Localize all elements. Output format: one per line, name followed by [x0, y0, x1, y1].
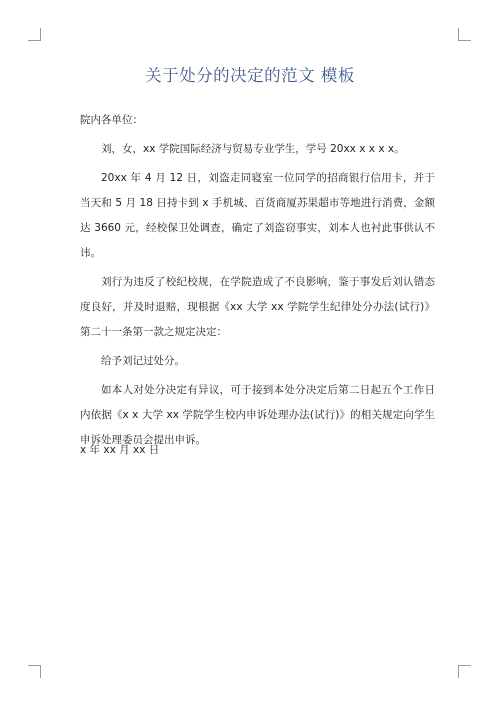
crop-mark-bottom-left	[28, 665, 41, 678]
salutation: 院内各单位：	[80, 114, 143, 126]
paragraph-appeal: 如本人对处分决定有异议，可于接到本处分决定后第二日起五个工作日内依据《x x 大学 xx 学院学生校内申诉处理办法(试行)》的相关规定向学生申诉处理委员会提出申诉。	[80, 384, 435, 446]
document-date: x 年 xx 月 xx 日	[80, 444, 160, 456]
document-title: 关于处分的决定的范文 模板	[145, 66, 355, 85]
crop-mark-top-right	[458, 28, 471, 41]
paragraph-basis: 刘行为违反了校纪校规，在学院造成了不良影响，鉴于事发后刘认错态度良好，并及时退赔，现根据《xx 大学 xx 学院学生纪律处分办法(试行)》第二十一条第一款之规定决定：	[80, 276, 435, 338]
paragraph-student-info: 刘，女，xx 学院国际经济与贸易专业学生，学号 20xx x x x x。	[101, 143, 405, 155]
document-body	[80, 108, 435, 457]
crop-mark-top-left	[28, 28, 41, 41]
paragraph-incident: 20xx 年 4 月 12 日，刘盗走同寝室一位同学的招商银行信用卡，并于当天和 5 月 18 日持卡到 x 手机城、百货商厦苏果超市等地进行消费，金额达 3660 元，经校保卫处调查，确定了刘盗窃事实，刘本人也衬此事供认不讳。	[80, 172, 435, 259]
paragraph-decision: 给予刘记过处分。	[101, 355, 185, 367]
crop-mark-bottom-right	[458, 665, 471, 678]
